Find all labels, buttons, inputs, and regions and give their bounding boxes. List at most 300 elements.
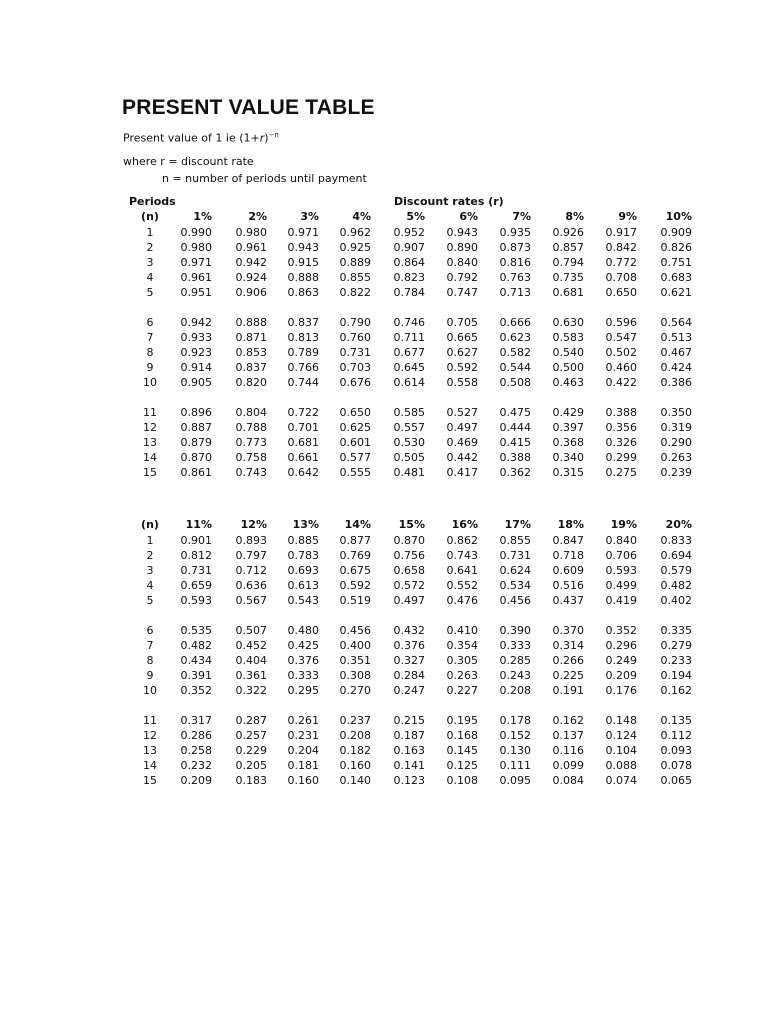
period-cell: 10 bbox=[143, 684, 157, 697]
pv-factor-cell: 0.857 bbox=[552, 241, 584, 254]
pv-factor-cell: 0.792 bbox=[446, 271, 478, 284]
pv-factor-cell: 0.534 bbox=[499, 579, 531, 592]
pv-factor-cell: 0.557 bbox=[393, 421, 425, 434]
pv-factor-cell: 0.315 bbox=[552, 466, 584, 479]
pv-factor-cell: 0.168 bbox=[446, 729, 478, 742]
pv-factor-cell: 0.285 bbox=[499, 654, 531, 667]
pv-factor-cell: 0.675 bbox=[339, 564, 371, 577]
pv-factor-cell: 0.743 bbox=[446, 549, 478, 562]
table-row bbox=[0, 549, 768, 563]
definition-n: n = number of periods until payment bbox=[162, 172, 367, 185]
pv-factor-cell: 0.507 bbox=[235, 624, 267, 637]
pv-factor-cell: 0.519 bbox=[339, 594, 371, 607]
pv-factor-cell: 0.623 bbox=[499, 331, 531, 344]
pv-factor-cell: 0.650 bbox=[605, 286, 637, 299]
pv-factor-cell: 0.140 bbox=[339, 774, 371, 787]
pv-factor-cell: 0.227 bbox=[446, 684, 478, 697]
pv-factor-cell: 0.247 bbox=[393, 684, 425, 697]
pv-factor-cell: 0.552 bbox=[446, 579, 478, 592]
pv-factor-cell: 0.630 bbox=[552, 316, 584, 329]
pv-factor-cell: 0.980 bbox=[180, 241, 212, 254]
pv-factor-cell: 0.784 bbox=[393, 286, 425, 299]
pv-factor-cell: 0.513 bbox=[660, 331, 692, 344]
pv-factor-cell: 0.442 bbox=[446, 451, 478, 464]
period-cell: 9 bbox=[146, 669, 154, 682]
pv-factor-cell: 0.258 bbox=[180, 744, 212, 757]
pv-factor-cell: 0.582 bbox=[499, 346, 531, 359]
pv-factor-cell: 0.952 bbox=[393, 226, 425, 239]
period-cell: 1 bbox=[146, 534, 154, 547]
pv-factor-cell: 0.837 bbox=[287, 316, 319, 329]
pv-factor-cell: 0.804 bbox=[235, 406, 267, 419]
pv-factor-cell: 0.116 bbox=[552, 744, 584, 757]
pv-factor-cell: 0.621 bbox=[660, 286, 692, 299]
pv-factor-cell: 0.596 bbox=[605, 316, 637, 329]
table-row bbox=[0, 654, 768, 668]
pv-factor-cell: 0.766 bbox=[287, 361, 319, 374]
pv-factor-cell: 0.386 bbox=[660, 376, 692, 389]
pv-factor-cell: 0.693 bbox=[287, 564, 319, 577]
period-cell: 9 bbox=[146, 361, 154, 374]
pv-factor-cell: 0.822 bbox=[339, 286, 371, 299]
pv-factor-cell: 0.951 bbox=[180, 286, 212, 299]
rate-column-header: 9% bbox=[618, 210, 637, 223]
pv-factor-cell: 0.475 bbox=[499, 406, 531, 419]
pv-factor-cell: 0.746 bbox=[393, 316, 425, 329]
pv-factor-cell: 0.731 bbox=[499, 549, 531, 562]
formula-suffix: ) bbox=[264, 131, 269, 145]
pv-factor-cell: 0.853 bbox=[235, 346, 267, 359]
formula-prefix: Present value of 1 ie (1+ bbox=[123, 131, 260, 145]
pv-factor-cell: 0.585 bbox=[393, 406, 425, 419]
period-cell: 15 bbox=[143, 466, 157, 479]
pv-factor-cell: 0.326 bbox=[605, 436, 637, 449]
table-row bbox=[0, 436, 768, 450]
pv-factor-cell: 0.735 bbox=[552, 271, 584, 284]
pv-factor-cell: 0.295 bbox=[287, 684, 319, 697]
pv-factor-cell: 0.901 bbox=[180, 534, 212, 547]
pv-factor-cell: 0.480 bbox=[287, 624, 319, 637]
pv-factor-cell: 0.452 bbox=[235, 639, 267, 652]
pv-factor-cell: 0.676 bbox=[339, 376, 371, 389]
pv-factor-cell: 0.935 bbox=[499, 226, 531, 239]
pv-factor-cell: 0.333 bbox=[499, 639, 531, 652]
pv-factor-cell: 0.905 bbox=[180, 376, 212, 389]
pv-factor-cell: 0.417 bbox=[446, 466, 478, 479]
pv-factor-cell: 0.351 bbox=[339, 654, 371, 667]
pv-factor-cell: 0.943 bbox=[287, 241, 319, 254]
table-row bbox=[0, 256, 768, 270]
table-row bbox=[0, 744, 768, 758]
pv-factor-cell: 0.613 bbox=[287, 579, 319, 592]
pv-factor-cell: 0.209 bbox=[180, 774, 212, 787]
pv-factor-cell: 0.516 bbox=[552, 579, 584, 592]
pv-factor-cell: 0.718 bbox=[552, 549, 584, 562]
pv-factor-cell: 0.305 bbox=[446, 654, 478, 667]
formula-exponent: −n bbox=[268, 131, 279, 139]
period-cell: 1 bbox=[146, 226, 154, 239]
pv-factor-cell: 0.711 bbox=[393, 331, 425, 344]
pv-factor-cell: 0.390 bbox=[499, 624, 531, 637]
pv-factor-cell: 0.706 bbox=[605, 549, 637, 562]
pv-factor-cell: 0.508 bbox=[499, 376, 531, 389]
period-cell: 8 bbox=[146, 654, 154, 667]
table-row bbox=[0, 451, 768, 465]
pv-factor-cell: 0.990 bbox=[180, 226, 212, 239]
period-cell: 11 bbox=[143, 406, 157, 419]
pv-factor-cell: 0.422 bbox=[605, 376, 637, 389]
pv-factor-cell: 0.577 bbox=[339, 451, 371, 464]
pv-factor-cell: 0.388 bbox=[499, 451, 531, 464]
pv-factor-cell: 0.187 bbox=[393, 729, 425, 742]
pv-factor-cell: 0.677 bbox=[393, 346, 425, 359]
pv-factor-cell: 0.862 bbox=[446, 534, 478, 547]
pv-factor-cell: 0.263 bbox=[660, 451, 692, 464]
pv-factor-cell: 0.864 bbox=[393, 256, 425, 269]
pv-factor-cell: 0.099 bbox=[552, 759, 584, 772]
formula-r: r bbox=[259, 131, 265, 145]
pv-factor-cell: 0.925 bbox=[339, 241, 371, 254]
pv-factor-cell: 0.879 bbox=[180, 436, 212, 449]
pv-factor-cell: 0.482 bbox=[180, 639, 212, 652]
table-header-row bbox=[0, 518, 768, 532]
rate-column-header: 13% bbox=[292, 518, 319, 531]
pv-factor-cell: 0.873 bbox=[499, 241, 531, 254]
pv-factor-cell: 0.391 bbox=[180, 669, 212, 682]
pv-factor-cell: 0.125 bbox=[446, 759, 478, 772]
pv-factor-cell: 0.233 bbox=[660, 654, 692, 667]
pv-factor-cell: 0.681 bbox=[287, 436, 319, 449]
pv-factor-cell: 0.352 bbox=[180, 684, 212, 697]
pv-factor-cell: 0.906 bbox=[235, 286, 267, 299]
pv-factor-cell: 0.124 bbox=[605, 729, 637, 742]
table-row bbox=[0, 376, 768, 390]
rate-column-header: 15% bbox=[398, 518, 425, 531]
rate-column-header: 10% bbox=[665, 210, 692, 223]
pv-factor-cell: 0.176 bbox=[605, 684, 637, 697]
pv-factor-cell: 0.681 bbox=[552, 286, 584, 299]
table-row bbox=[0, 406, 768, 420]
pv-factor-cell: 0.482 bbox=[660, 579, 692, 592]
pv-factor-cell: 0.266 bbox=[552, 654, 584, 667]
table-row bbox=[0, 421, 768, 435]
pv-factor-cell: 0.356 bbox=[605, 421, 637, 434]
pv-factor-cell: 0.627 bbox=[446, 346, 478, 359]
pv-factor-cell: 0.074 bbox=[605, 774, 637, 787]
table-row bbox=[0, 639, 768, 653]
period-cell: 13 bbox=[143, 744, 157, 757]
period-column-header: (n) bbox=[141, 518, 159, 531]
formula-line bbox=[123, 131, 279, 145]
pv-factor-cell: 0.555 bbox=[339, 466, 371, 479]
pv-factor-cell: 0.579 bbox=[660, 564, 692, 577]
pv-factor-cell: 0.249 bbox=[605, 654, 637, 667]
pv-factor-cell: 0.705 bbox=[446, 316, 478, 329]
table-row bbox=[0, 241, 768, 255]
pv-factor-cell: 0.432 bbox=[393, 624, 425, 637]
pv-factor-cell: 0.665 bbox=[446, 331, 478, 344]
pv-factor-cell: 0.148 bbox=[605, 714, 637, 727]
pv-factor-cell: 0.481 bbox=[393, 466, 425, 479]
pv-factor-cell: 0.888 bbox=[287, 271, 319, 284]
pv-factor-cell: 0.797 bbox=[235, 549, 267, 562]
pv-factor-cell: 0.933 bbox=[180, 331, 212, 344]
pv-factor-cell: 0.783 bbox=[287, 549, 319, 562]
pv-factor-cell: 0.208 bbox=[499, 684, 531, 697]
pv-factor-cell: 0.434 bbox=[180, 654, 212, 667]
pv-factor-cell: 0.088 bbox=[605, 759, 637, 772]
pv-factor-cell: 0.625 bbox=[339, 421, 371, 434]
rate-column-header: 4% bbox=[352, 210, 371, 223]
rate-column-header: 12% bbox=[240, 518, 267, 531]
pv-factor-cell: 0.404 bbox=[235, 654, 267, 667]
pv-factor-cell: 0.572 bbox=[393, 579, 425, 592]
pv-factor-cell: 0.402 bbox=[660, 594, 692, 607]
pv-factor-cell: 0.701 bbox=[287, 421, 319, 434]
pv-factor-cell: 0.145 bbox=[446, 744, 478, 757]
table-row bbox=[0, 579, 768, 593]
pv-factor-cell: 0.773 bbox=[235, 436, 267, 449]
pv-factor-cell: 0.731 bbox=[339, 346, 371, 359]
pv-factor-cell: 0.659 bbox=[180, 579, 212, 592]
pv-factor-cell: 0.592 bbox=[339, 579, 371, 592]
period-cell: 6 bbox=[146, 316, 154, 329]
pv-factor-cell: 0.820 bbox=[235, 376, 267, 389]
pv-factor-cell: 0.152 bbox=[499, 729, 531, 742]
pv-factor-cell: 0.497 bbox=[393, 594, 425, 607]
rate-column-header: 20% bbox=[665, 518, 692, 531]
period-column-header: (n) bbox=[141, 210, 159, 223]
period-cell: 2 bbox=[146, 549, 154, 562]
pv-factor-cell: 0.855 bbox=[339, 271, 371, 284]
table-row bbox=[0, 684, 768, 698]
pv-factor-cell: 0.564 bbox=[660, 316, 692, 329]
pv-factor-cell: 0.642 bbox=[287, 466, 319, 479]
pv-factor-cell: 0.871 bbox=[235, 331, 267, 344]
table-row bbox=[0, 331, 768, 345]
pv-factor-cell: 0.547 bbox=[605, 331, 637, 344]
pv-factor-cell: 0.286 bbox=[180, 729, 212, 742]
pv-factor-cell: 0.137 bbox=[552, 729, 584, 742]
pv-factor-cell: 0.543 bbox=[287, 594, 319, 607]
pv-factor-cell: 0.645 bbox=[393, 361, 425, 374]
pv-factor-cell: 0.463 bbox=[552, 376, 584, 389]
pv-factor-cell: 0.419 bbox=[605, 594, 637, 607]
pv-factor-cell: 0.095 bbox=[499, 774, 531, 787]
definition-r: where r = discount rate bbox=[123, 155, 254, 168]
rate-column-header: 3% bbox=[300, 210, 319, 223]
pv-factor-cell: 0.661 bbox=[287, 451, 319, 464]
pv-factor-cell: 0.308 bbox=[339, 669, 371, 682]
rate-column-header: 2% bbox=[248, 210, 267, 223]
pv-factor-cell: 0.980 bbox=[235, 226, 267, 239]
pv-factor-cell: 0.239 bbox=[660, 466, 692, 479]
pv-factor-cell: 0.314 bbox=[552, 639, 584, 652]
pv-factor-cell: 0.535 bbox=[180, 624, 212, 637]
pv-factor-cell: 0.078 bbox=[660, 759, 692, 772]
pv-factor-cell: 0.160 bbox=[339, 759, 371, 772]
pv-factor-cell: 0.194 bbox=[660, 669, 692, 682]
pv-factor-cell: 0.467 bbox=[660, 346, 692, 359]
discount-rates-label: Discount rates (r) bbox=[394, 195, 504, 208]
period-cell: 13 bbox=[143, 436, 157, 449]
pv-factor-cell: 0.232 bbox=[180, 759, 212, 772]
pv-factor-cell: 0.333 bbox=[287, 669, 319, 682]
pv-factor-cell: 0.162 bbox=[552, 714, 584, 727]
pv-factor-cell: 0.476 bbox=[446, 594, 478, 607]
pv-factor-cell: 0.284 bbox=[393, 669, 425, 682]
pv-factor-cell: 0.896 bbox=[180, 406, 212, 419]
period-cell: 8 bbox=[146, 346, 154, 359]
pv-factor-cell: 0.376 bbox=[287, 654, 319, 667]
rate-column-header: 8% bbox=[565, 210, 584, 223]
pv-factor-cell: 0.658 bbox=[393, 564, 425, 577]
pv-factor-cell: 0.712 bbox=[235, 564, 267, 577]
pv-factor-cell: 0.225 bbox=[552, 669, 584, 682]
pv-factor-cell: 0.093 bbox=[660, 744, 692, 757]
pv-factor-cell: 0.135 bbox=[660, 714, 692, 727]
pv-factor-cell: 0.788 bbox=[235, 421, 267, 434]
period-cell: 12 bbox=[143, 421, 157, 434]
pv-factor-cell: 0.141 bbox=[393, 759, 425, 772]
rate-column-header: 17% bbox=[504, 518, 531, 531]
pv-factor-cell: 0.703 bbox=[339, 361, 371, 374]
table-row bbox=[0, 271, 768, 285]
table-row bbox=[0, 534, 768, 548]
pv-factor-cell: 0.456 bbox=[499, 594, 531, 607]
pv-factor-cell: 0.756 bbox=[393, 549, 425, 562]
table-row bbox=[0, 714, 768, 728]
period-cell: 5 bbox=[146, 286, 154, 299]
pv-factor-cell: 0.833 bbox=[660, 534, 692, 547]
table-row bbox=[0, 594, 768, 608]
pv-factor-cell: 0.558 bbox=[446, 376, 478, 389]
pv-factor-cell: 0.567 bbox=[235, 594, 267, 607]
pv-factor-cell: 0.191 bbox=[552, 684, 584, 697]
rate-column-header: 6% bbox=[459, 210, 478, 223]
pv-factor-cell: 0.500 bbox=[552, 361, 584, 374]
table-row bbox=[0, 346, 768, 360]
table-row bbox=[0, 226, 768, 240]
pv-factor-cell: 0.215 bbox=[393, 714, 425, 727]
pv-factor-cell: 0.456 bbox=[339, 624, 371, 637]
pv-factor-cell: 0.840 bbox=[446, 256, 478, 269]
pv-factor-cell: 0.887 bbox=[180, 421, 212, 434]
pv-factor-cell: 0.650 bbox=[339, 406, 371, 419]
pv-factor-cell: 0.772 bbox=[605, 256, 637, 269]
table-row bbox=[0, 286, 768, 300]
pv-factor-cell: 0.889 bbox=[339, 256, 371, 269]
pv-factor-cell: 0.601 bbox=[339, 436, 371, 449]
pv-factor-cell: 0.971 bbox=[180, 256, 212, 269]
pv-factor-cell: 0.397 bbox=[552, 421, 584, 434]
pv-factor-cell: 0.794 bbox=[552, 256, 584, 269]
pv-factor-cell: 0.943 bbox=[446, 226, 478, 239]
pv-factor-cell: 0.400 bbox=[339, 639, 371, 652]
pv-factor-cell: 0.923 bbox=[180, 346, 212, 359]
pv-factor-cell: 0.914 bbox=[180, 361, 212, 374]
pv-factor-cell: 0.789 bbox=[287, 346, 319, 359]
pv-factor-cell: 0.296 bbox=[605, 639, 637, 652]
periods-label: Periods bbox=[129, 195, 176, 208]
pv-factor-cell: 0.942 bbox=[235, 256, 267, 269]
pv-factor-cell: 0.744 bbox=[287, 376, 319, 389]
pv-factor-cell: 0.915 bbox=[287, 256, 319, 269]
pv-factor-cell: 0.327 bbox=[393, 654, 425, 667]
pv-factor-cell: 0.287 bbox=[235, 714, 267, 727]
pv-factor-cell: 0.863 bbox=[287, 286, 319, 299]
pv-factor-cell: 0.609 bbox=[552, 564, 584, 577]
rate-column-header: 5% bbox=[406, 210, 425, 223]
rate-column-header: 1% bbox=[193, 210, 212, 223]
pv-factor-cell: 0.683 bbox=[660, 271, 692, 284]
pv-factor-cell: 0.123 bbox=[393, 774, 425, 787]
rate-column-header: 14% bbox=[344, 518, 371, 531]
period-cell: 14 bbox=[143, 759, 157, 772]
pv-factor-cell: 0.731 bbox=[180, 564, 212, 577]
pv-factor-cell: 0.415 bbox=[499, 436, 531, 449]
pv-factor-cell: 0.362 bbox=[499, 466, 531, 479]
pv-factor-cell: 0.812 bbox=[180, 549, 212, 562]
pv-factor-cell: 0.178 bbox=[499, 714, 531, 727]
pv-factor-cell: 0.961 bbox=[180, 271, 212, 284]
pv-factor-cell: 0.962 bbox=[339, 226, 371, 239]
pv-factor-cell: 0.469 bbox=[446, 436, 478, 449]
pv-factor-cell: 0.909 bbox=[660, 226, 692, 239]
pv-factor-cell: 0.160 bbox=[287, 774, 319, 787]
pv-factor-cell: 0.183 bbox=[235, 774, 267, 787]
pv-factor-cell: 0.437 bbox=[552, 594, 584, 607]
pv-factor-cell: 0.890 bbox=[446, 241, 478, 254]
pv-factor-cell: 0.257 bbox=[235, 729, 267, 742]
rate-column-header: 19% bbox=[610, 518, 637, 531]
period-cell: 14 bbox=[143, 451, 157, 464]
pv-factor-cell: 0.708 bbox=[605, 271, 637, 284]
table-row bbox=[0, 729, 768, 743]
pv-factor-cell: 0.208 bbox=[339, 729, 371, 742]
pv-factor-cell: 0.893 bbox=[235, 534, 267, 547]
pv-factor-cell: 0.209 bbox=[605, 669, 637, 682]
pv-factor-cell: 0.917 bbox=[605, 226, 637, 239]
pv-factor-cell: 0.319 bbox=[660, 421, 692, 434]
pv-factor-cell: 0.299 bbox=[605, 451, 637, 464]
pv-factor-cell: 0.460 bbox=[605, 361, 637, 374]
table-row bbox=[0, 669, 768, 683]
pv-factor-cell: 0.924 bbox=[235, 271, 267, 284]
page-title: PRESENT VALUE TABLE bbox=[122, 96, 375, 119]
pv-factor-cell: 0.544 bbox=[499, 361, 531, 374]
pv-factor-cell: 0.847 bbox=[552, 534, 584, 547]
pv-factor-cell: 0.317 bbox=[180, 714, 212, 727]
period-cell: 4 bbox=[146, 271, 154, 284]
pv-factor-cell: 0.790 bbox=[339, 316, 371, 329]
pv-factor-cell: 0.368 bbox=[552, 436, 584, 449]
table-row bbox=[0, 759, 768, 773]
pv-factor-cell: 0.499 bbox=[605, 579, 637, 592]
pv-factor-cell: 0.823 bbox=[393, 271, 425, 284]
pv-factor-cell: 0.352 bbox=[605, 624, 637, 637]
pv-factor-cell: 0.636 bbox=[235, 579, 267, 592]
pv-factor-cell: 0.279 bbox=[660, 639, 692, 652]
pv-factor-cell: 0.444 bbox=[499, 421, 531, 434]
pv-factor-cell: 0.205 bbox=[235, 759, 267, 772]
pv-factor-cell: 0.162 bbox=[660, 684, 692, 697]
pv-factor-cell: 0.104 bbox=[605, 744, 637, 757]
period-cell: 3 bbox=[146, 256, 154, 269]
pv-factor-cell: 0.855 bbox=[499, 534, 531, 547]
pv-factor-cell: 0.769 bbox=[339, 549, 371, 562]
pv-factor-cell: 0.112 bbox=[660, 729, 692, 742]
